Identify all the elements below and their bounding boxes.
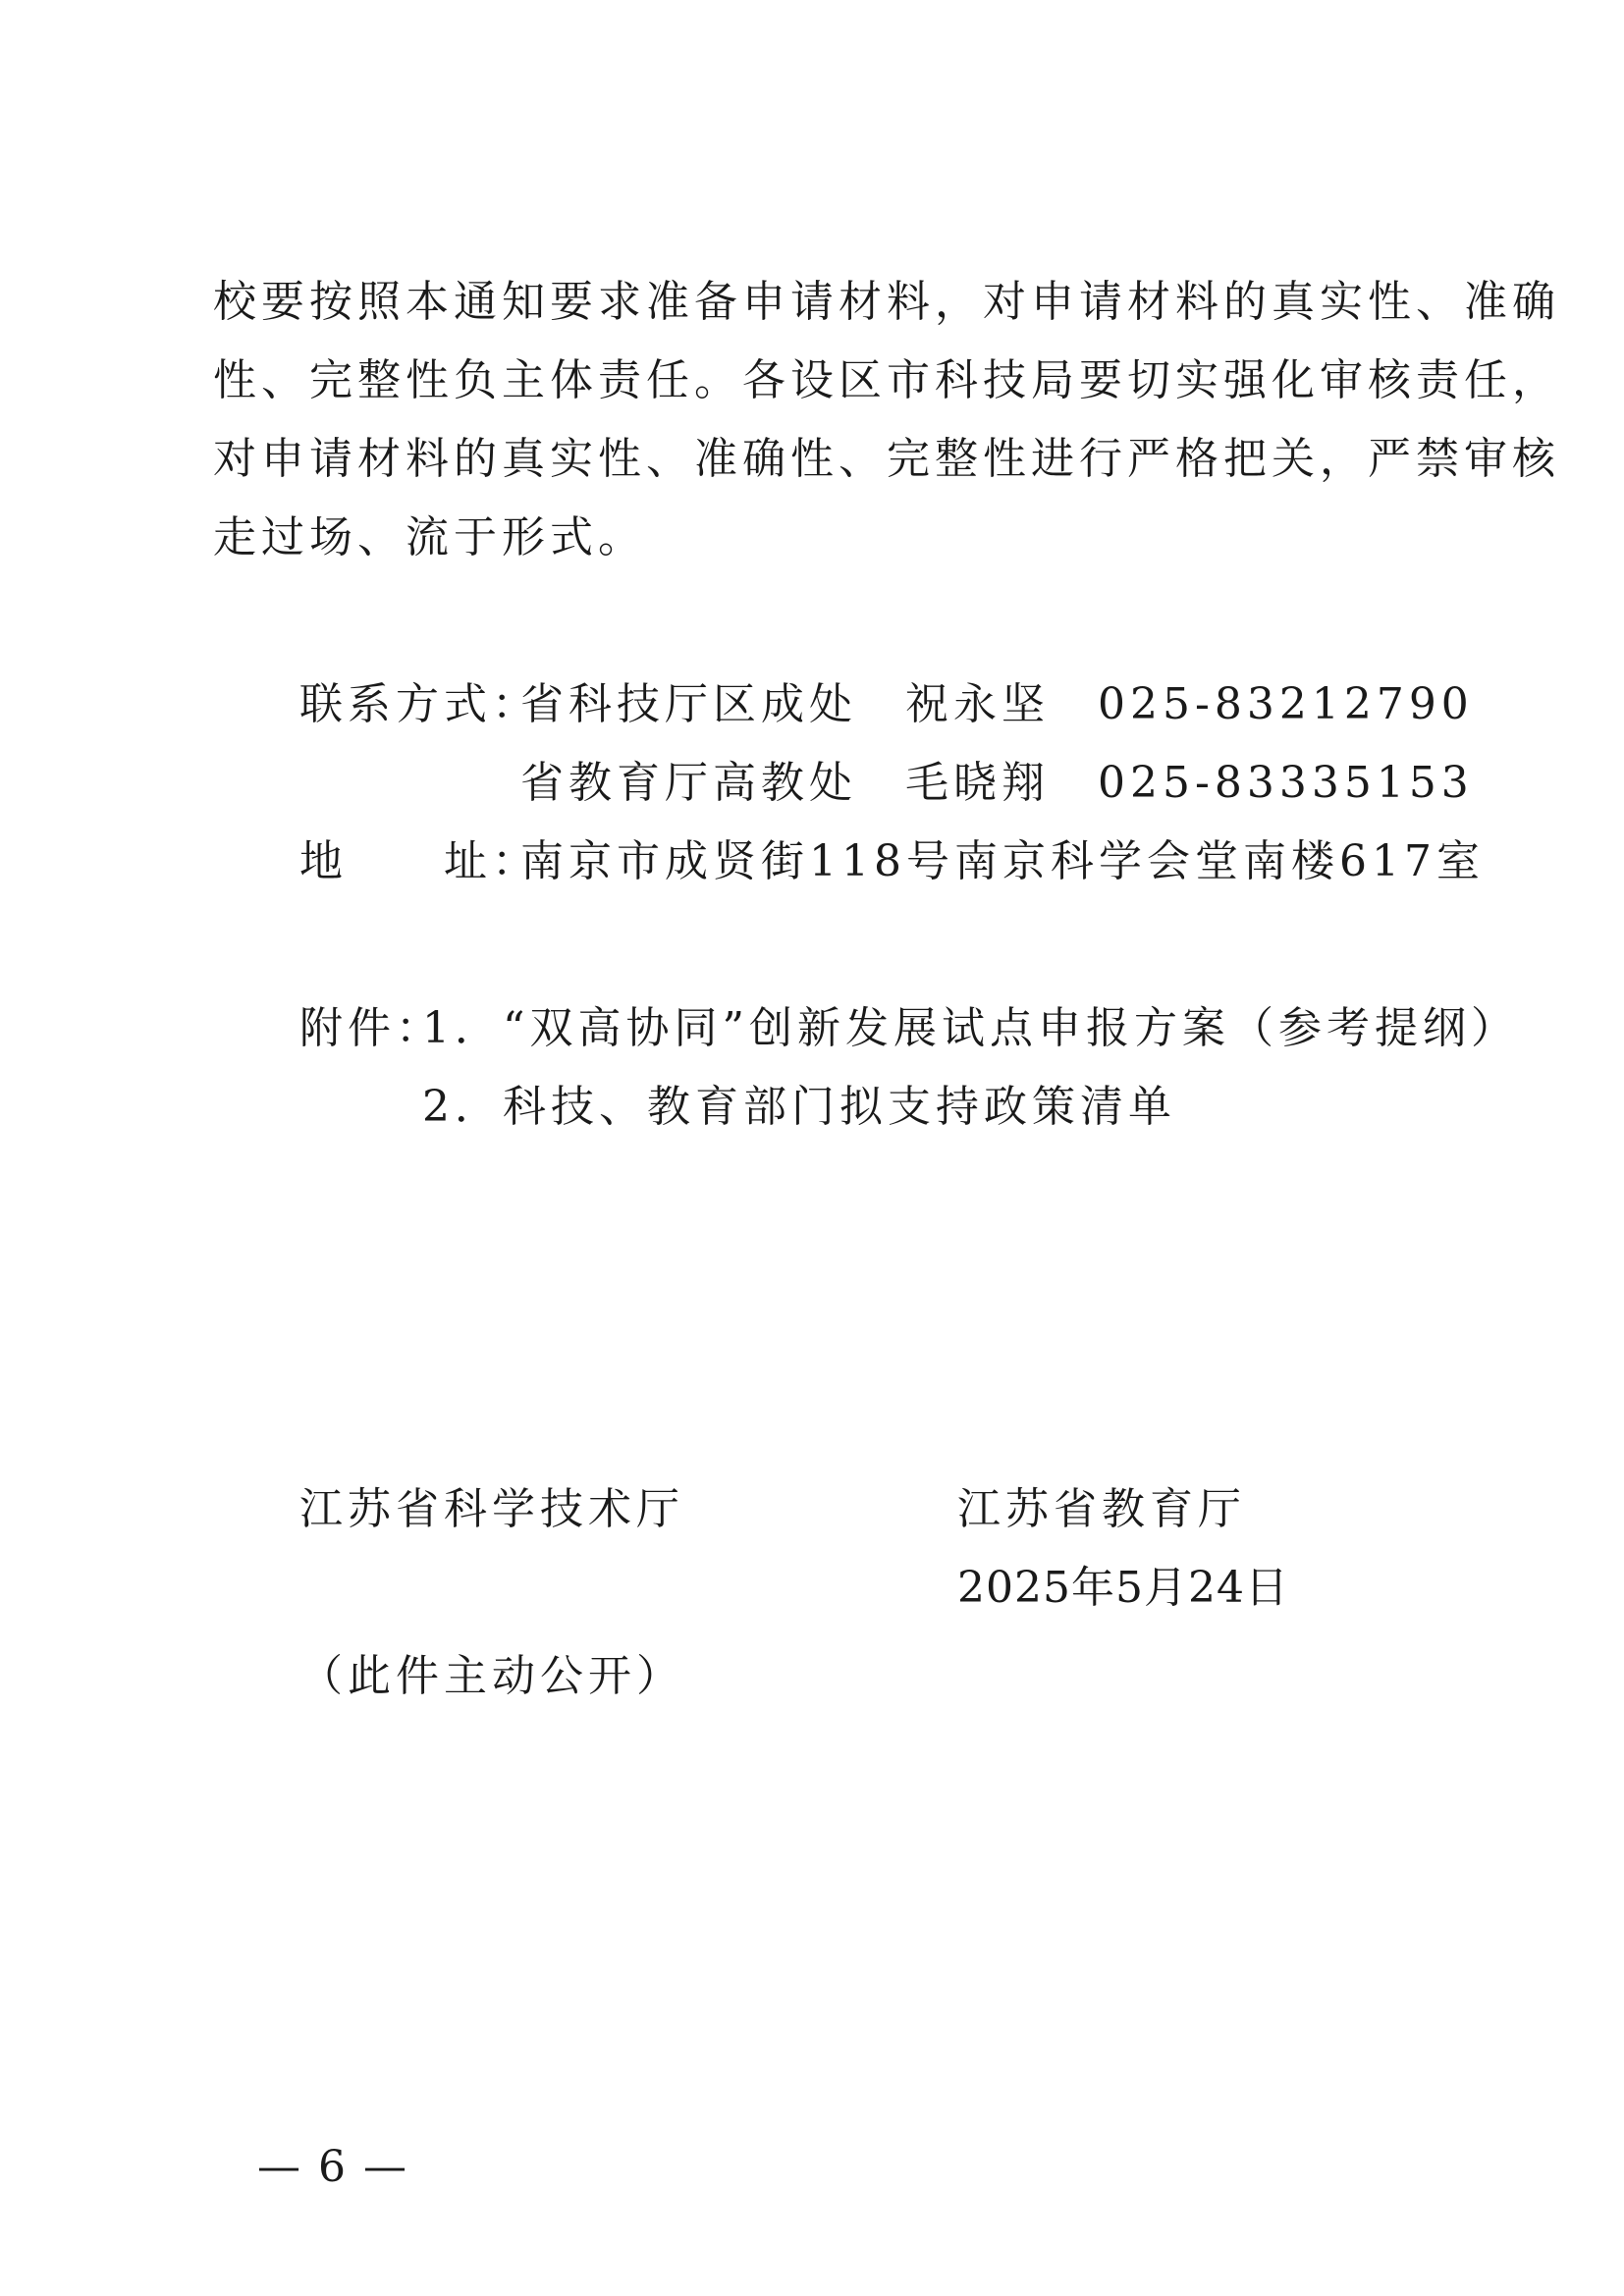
page-number: — 6 — bbox=[257, 2142, 408, 2192]
attachments-label: 附件： bbox=[299, 1003, 444, 1053]
attachment-item-1: 1．“双高协同”创新发展试点申报方案（参考提纲） bbox=[422, 1003, 1519, 1053]
signer-org-1: 江苏省科学技术厅 bbox=[299, 1484, 684, 1534]
attachment-item-2: 2．科技、教育部门拟支持政策清单 bbox=[422, 1082, 1176, 1132]
contact-label: 联系方式： bbox=[299, 679, 540, 729]
paragraph-line: 校要按照本通知要求准备申请材料，对申请材料的真实性、准确 bbox=[213, 277, 1560, 327]
paragraph-line: 走过场、流于形式。 bbox=[213, 512, 646, 562]
contact-line-2: 省教育厅高教处 毛晓翔 025-83335153 bbox=[520, 758, 1474, 808]
signature-date: 2025年5月24日 bbox=[957, 1563, 1289, 1613]
address-value: 南京市成贤街118号南京科学会堂南楼617室 bbox=[520, 836, 1485, 886]
contact-line-1: 省科技厅区成处 祝永坚 025-83212790 bbox=[520, 679, 1474, 729]
paragraph-line: 对申请材料的真实性、准确性、完整性进行严格把关，严禁审核 bbox=[213, 434, 1560, 484]
paragraph-line: 性、完整性负主体责任。各设区市科技局要切实强化审核责任， bbox=[213, 355, 1560, 405]
signer-org-2: 江苏省教育厅 bbox=[957, 1484, 1246, 1534]
disclosure-note: （此件主动公开） bbox=[299, 1651, 684, 1701]
address-label: 地 址： bbox=[299, 836, 540, 886]
